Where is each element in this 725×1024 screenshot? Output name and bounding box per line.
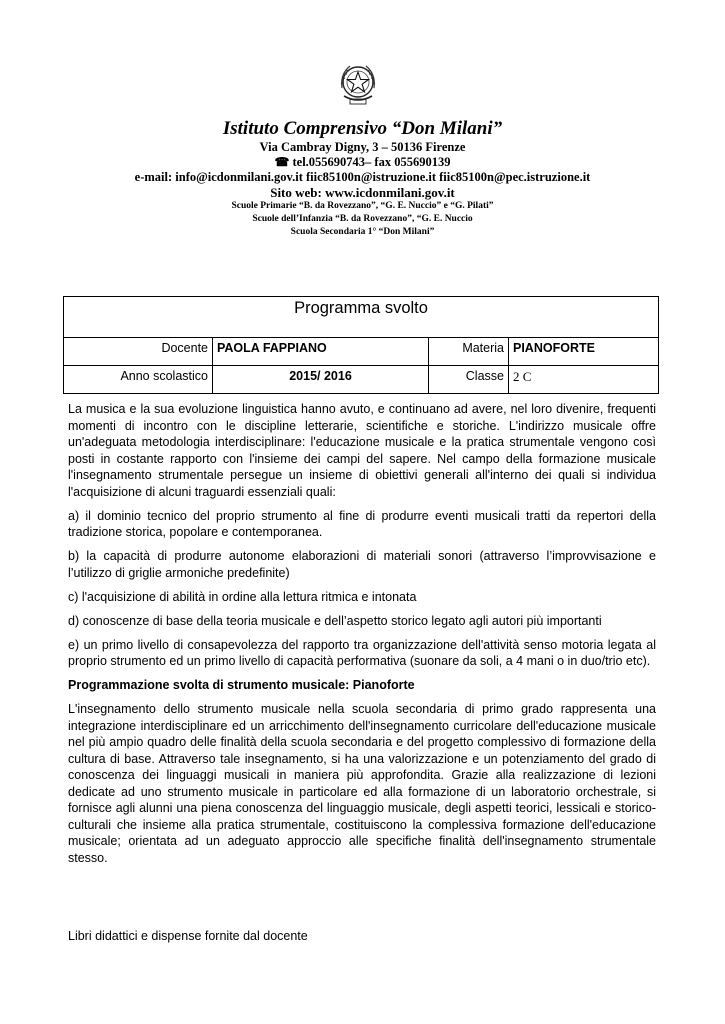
- docente-value: PAOLA FAPPIANO: [213, 338, 429, 366]
- school-list-item: Scuole Primarie “B. da Rovezzano”, “G. E. Nuccio” e “G. Pilati”: [231, 201, 494, 211]
- classe-label: Classe: [429, 366, 509, 394]
- table-row: [64, 338, 659, 366]
- program-info-table: [63, 296, 659, 394]
- school-phone-line: [60, 155, 665, 170]
- program-title: Programma svolto: [64, 297, 659, 338]
- document-body: [68, 401, 656, 874]
- classe-value: 2 C: [509, 366, 659, 394]
- telephone-icon: ☎: [274, 155, 290, 169]
- materia-label: Materia: [429, 338, 509, 366]
- footer-note: Libri didattici e dispense fornite dal docente: [68, 929, 308, 943]
- italian-republic-emblem-icon: [336, 60, 380, 108]
- intro-paragraph: La musica e la sua evoluzione linguistica hanno avuto, e continuano ad avere, nel loro divenire, frequenti momenti di incontro con le discipline letterarie, scientifiche e storiche. L'indirizzo musicale offre un'adeguata metodologia interdisciplinare: l'educazione musicale e la pratica strumentale vengono così posti in costante rapporto con l'insieme dei campi del sapere. Nel campo della formazione musicale l'insegnamento strumentale persegue un insieme di obiettivi generali all'interno dei quali si individua l'acquisizione di alcuni traguardi essenziali quali:: [68, 402, 656, 499]
- objective-a: a) il dominio tecnico del proprio strumento al fine di produrre eventi musicali tratti da repertori della tradizione storica, popolare e contemporanea.: [68, 508, 656, 539]
- docente-label: Docente: [64, 338, 213, 366]
- school-website: Sito web: www.icdonmilani.gov.it: [270, 185, 455, 200]
- school-phone: tel.055690743– fax 055690139: [292, 155, 451, 169]
- school-list-item: Scuola Secondaria 1° “Don Milani”: [290, 227, 435, 237]
- school-name: Istituto Comprensivo “Don Milani”: [222, 118, 503, 139]
- objective-e: e) un primo livello di consapevolezza del rapporto tra organizzazione dell'attività senso motoria legata al proprio strumento ed un primo livello di capacità performativa (suonare da soli, a 4 mani o in duo/trio etc).: [68, 637, 656, 668]
- section-paragraph: L'insegnamento dello strumento musicale nella scuola secondaria di primo grado rappresenta una integrazione interdisciplinare ed un arricchimento dell'insegnamento curricolare dell'educazione musicale nel più ampio quadro delle finalità della scuola secondaria e del progetto complessivo di formazione della cultura di base. Attraverso tale insegnamento, si ha una valorizzazione e un potenziamento del grado di conoscenza dei linguaggi musicali in maniera più approfondita. Grazie alla realizzazione di lezioni dedicate ad uno strumento musicale in particolare ed alla formazione di un laboratorio orchestrale, si fornisce agli alunni una piena conoscenza del linguaggio musicale, degli aspetti teorici, lessicali e storico-culturali che insieme alla pratica strumentale, costituiscono la complessiva formazione dell'educazione musicale; orientata ad un adeguato approccio alle specifiche finalità dell'insegnamento strumentale stesso.: [68, 702, 656, 865]
- objective-d: d) conoscenze di base della teoria musicale e dell’aspetto storico legato agli autori più importanti: [68, 613, 602, 628]
- materia-value: PIANOFORTE: [509, 338, 659, 366]
- objective-c: c) l'acquisizione di abilità in ordine alla lettura ritmica e intonata: [68, 589, 417, 604]
- school-address: Via Cambray Digny, 3 – 50136 Firenze: [259, 140, 466, 154]
- table-row: [64, 366, 659, 394]
- anno-value: 2015/ 2016: [213, 366, 429, 394]
- school-email: e-mail: info@icdonmilani.gov.it fiic85100n@istruzione.it fiic85100n@pec.istruzione.it: [134, 170, 591, 184]
- school-header: [60, 118, 665, 239]
- objective-b: b) la capacità di produrre autonome elaborazioni di materiali sonori (attraverso l’improvvisazione e l’utilizzo di griglie armoniche predefinite): [68, 549, 656, 580]
- anno-label: Anno scolastico: [64, 366, 213, 394]
- school-list-item: Scuole dell’Infanzia “B. da Rovezzano”, “G. E. Nuccio: [252, 214, 473, 224]
- section-heading: Programmazione svolta di strumento musicale: Pianoforte: [68, 678, 415, 692]
